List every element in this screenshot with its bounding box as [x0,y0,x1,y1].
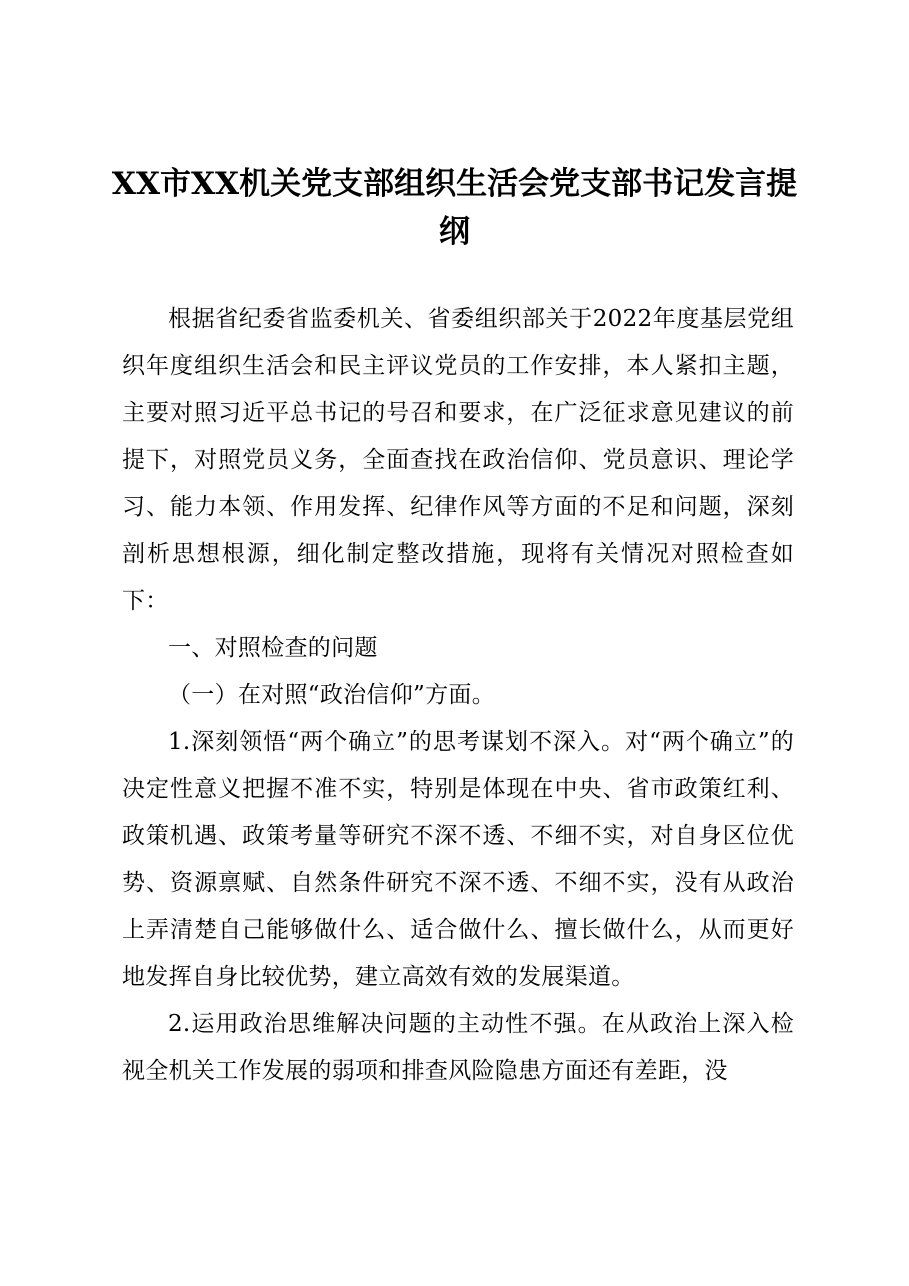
item-paragraph-2: 2.运用政治思维解决问题的主动性不强。在从政治上深入检视全机关工作发展的弱项和排查风险隐患方面还有差距，没 [122,1011,794,1084]
subsection-heading: （一）在对照“政治信仰”方面。 [168,682,496,708]
document-body [122,296,794,1095]
section-heading: 一、对照检查的问题 [168,635,378,661]
document-title: XX市XX机关党支部组织生活会党支部书记发言提纲 [111,166,798,250]
intro-paragraph: 根据省纪委省监委机关、省委组织部关于2022年度基层党组织年度组织生活会和民主评议党员的工作安排，本人紧扣主题，主要对照习近平总书记的号召和要求，在广泛征求意见建议的前提下，对照党员义务，全面查找在政治信仰、党员意识、理论学习、能力本领、作用发挥、纪律作风等方面的不足和问题，深刻剖析思想根源，细化制定整改措施，现将有关情况对照检查如下： [122,306,794,614]
item-paragraph-1: 1.深刻领悟“两个确立”的思考谋划不深入。对“两个确立”的决定性意义把握不准不实，特别是体现在中央、省市政策红利、政策机遇、政策考量等研究不深不透、不细不实，对自身区位优势、资源禀赋、自然条件研究不深不透、不细不实，没有从政治上弄清楚自己能够做什么、适合做什么、擅长做什么，从而更好地发挥自身比较优势，建立高效有效的发展渠道。 [122,729,794,990]
